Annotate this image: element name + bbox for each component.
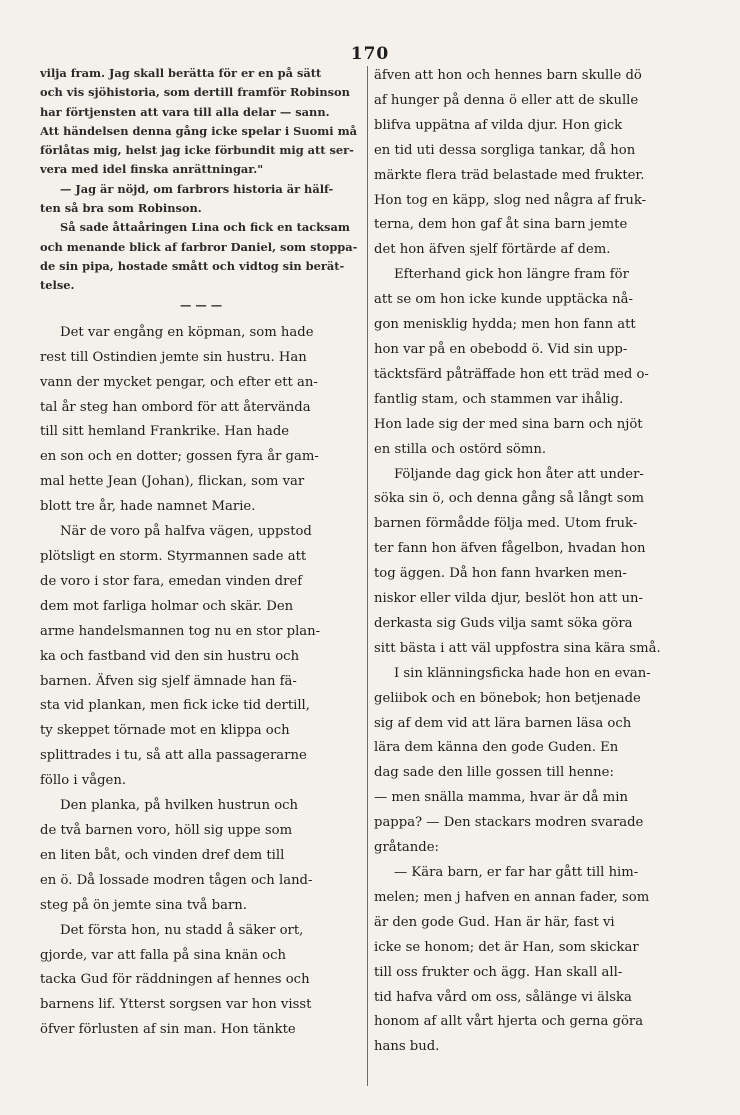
text-line: gjorde, var att falla på sina knän och (40, 947, 286, 963)
text-line: en liten båt, och vinden dref dem till (40, 847, 285, 863)
text-line: sta vid plankan, men fick icke tid dertill, (40, 698, 310, 714)
text-line: märkte flera träd belastade med frukter. (374, 167, 645, 183)
text-line: en son och en dotter; gossen fyra år gam- (40, 449, 319, 465)
text-line: till sitt hemland Frankrike. Han hade (40, 424, 290, 440)
page-number: 170 (350, 44, 390, 64)
text-line: mal hette Jean (Johan), flickan, som var (40, 474, 305, 490)
text-line: Att händelsen denna gång icke spelar i Suomi må (40, 123, 358, 138)
text-line: ter fann hon äfven fågelbon, hvadan hon (374, 541, 646, 557)
text-line: gon menisklig hydda; men hon fann att (374, 317, 636, 333)
text-line: vann der mycket pengar, och efter ett an- (40, 374, 318, 390)
text-line: rest till Ostindien jemte sin hustru. Han (40, 349, 307, 365)
text-line: tacka Gud för räddningen af hennes och (40, 972, 310, 988)
text-line: dag sade den lille gossen till henne: (374, 765, 614, 781)
text-line: När de voro på halfva vägen, uppstod (60, 524, 312, 540)
text-line: ty skeppet törnade mot en klippa och (40, 723, 290, 739)
text-line: och vis sjöhistoria, som dertill framför Robinson (40, 85, 350, 100)
text-line: niskor eller vilda djur, beslöt hon att un- (374, 591, 643, 607)
text-line: ten så bra som Robinson. (40, 201, 202, 216)
text-line: de sin pipa, hostade smått och vidtog sin berät- (40, 258, 345, 273)
text-line: derkasta sig Guds vilja samt söka göra (374, 615, 633, 631)
text-line: blott tre år, hade namnet Marie. (40, 499, 256, 515)
text-line: geliibok och en bönebok; hon betjenade (374, 690, 641, 706)
text-line: hon var på en obebodd ö. Vid sin upp- (374, 341, 628, 357)
text-line: en ö. Då lossade modren tågen och land- (40, 872, 313, 888)
text-line: lära dem känna den gode Guden. En (374, 740, 619, 756)
text-line: är den gode Gud. Han är här, fast vi (374, 914, 615, 930)
text-line: Hon tog en käpp, slog ned några af fruk- (374, 192, 647, 208)
text-line: dem mot farliga holmar och skär. Den (40, 598, 294, 614)
text-line: icke se honom; det är Han, som skickar (374, 939, 639, 955)
text-line: Efterhand gick hon längre fram för (394, 267, 629, 283)
text-line: fantlig stam, och stammen var ihålig. (374, 391, 624, 407)
text-line: Det första hon, nu stadd å säker ort, (60, 922, 304, 938)
text-line: vilja fram. Jag skall berätta för er en på sätt (40, 66, 322, 80)
text-line: telse. (40, 278, 75, 293)
text-line: blifva uppätna af vilda djur. Hon gick (374, 117, 623, 133)
text-line: barnen. Äfven sig sjelf ämnade han fä- (40, 673, 297, 689)
text-line: splittrades i tu, så att alla passagerarne (40, 748, 307, 764)
text-line: melen; men j hafven en annan fader, som (374, 889, 650, 905)
text-line: söka sin ö, och denna gång så långt som (374, 491, 645, 507)
text-line: terna, dem hon gaf åt sina barn jemte (374, 217, 628, 233)
text-line: barnens lif. Ytterst sorgsen var hon visst (40, 997, 312, 1013)
text-line: pappa? — Den stackars modren svarade (374, 815, 644, 831)
story-text (40, 321, 362, 1043)
column-divider (367, 66, 368, 1086)
text-line: arme handelsmannen tog nu en stor plan- (40, 623, 321, 639)
text-line: öfver förlusten af sin man. Hon tänkte (40, 1022, 296, 1038)
text-line: de två barnen voro, höll sig uppe som (40, 822, 293, 838)
text-line: och menande blick af farbror Daniel, som stoppa- (40, 239, 358, 254)
text-line: tid hafva vård om oss, sålänge vi älska (374, 989, 632, 1005)
text-line: — Jag är nöjd, om farbrors historia är hälf- (60, 181, 334, 196)
text-line: sitt bästa i att väl uppfostra sina kära små. (374, 640, 661, 656)
text-line: Följande dag gick hon åter att under- (394, 466, 644, 482)
text-line: tog äggen. Då hon fann hvarken men- (374, 566, 627, 582)
text-line: till oss frukter och ägg. Han skall all- (374, 964, 623, 980)
text-line: I sin klänningsficka hade hon en evan- (394, 665, 651, 681)
text-line: Hon lade sig der med sina barn och njöt (374, 416, 643, 432)
text-line: plötsligt en storm. Styrmannen sade att (40, 549, 307, 565)
text-line: täcktsfärd påträffade hon ett träd med o- (374, 366, 649, 382)
text-line: förlåtas mig, helst jag icke förbundit mig att ser- (40, 143, 354, 158)
text-line: har förtjensten att vara till alla delar — sann. (40, 104, 330, 119)
text-line: Så sade åttaåringen Lina och fick en tacksam (60, 220, 350, 235)
left-column (40, 64, 362, 1043)
text-line: — Kära barn, er far har gått till him- (394, 865, 639, 880)
text-line: att se om hon icke kunde upptäcka nå- (374, 292, 633, 308)
text-line: — men snälla mamma, hvar är då min (374, 790, 628, 806)
text-line: steg på ön jemte sina två barn. (40, 897, 247, 913)
text-line: Det var engång en köpman, som hade (60, 324, 314, 340)
text-line: vera med idel finska anrättningar." (40, 162, 264, 177)
text-line: en tid uti dessa sorgliga tankar, då hon (374, 142, 636, 158)
text-line: Den planka, på hvilken hustrun och (60, 798, 299, 814)
section-separator: — — — (180, 297, 223, 312)
text-line: äfven att hon och hennes barn skulle dö (374, 68, 642, 83)
text-line: hans bud. (374, 1039, 440, 1055)
text-line: de voro i stor fara, emedan vinden dref (40, 573, 303, 589)
right-column (374, 64, 704, 1060)
text-line: af hunger på denna ö eller att de skulle (374, 92, 639, 108)
text-line: föllo i vågen. (40, 773, 127, 789)
text-line: sig af dem vid att lära barnen läsa och (374, 715, 632, 731)
text-line: ka och fastband vid den sin hustru och (40, 648, 300, 664)
intro-dialogue (40, 64, 362, 315)
text-line: gråtande: (374, 840, 439, 856)
text-line: en stilla och ostörd sömn. (374, 441, 547, 457)
text-line: barnen förmådde följa med. Utom fruk- (374, 516, 638, 532)
text-line: det hon äfven sjelf förtärde af dem. (374, 242, 611, 258)
text-line: honom af allt vårt hjerta och gerna göra (374, 1014, 644, 1030)
text-line: tal år steg han ombord för att återvända (40, 399, 311, 415)
